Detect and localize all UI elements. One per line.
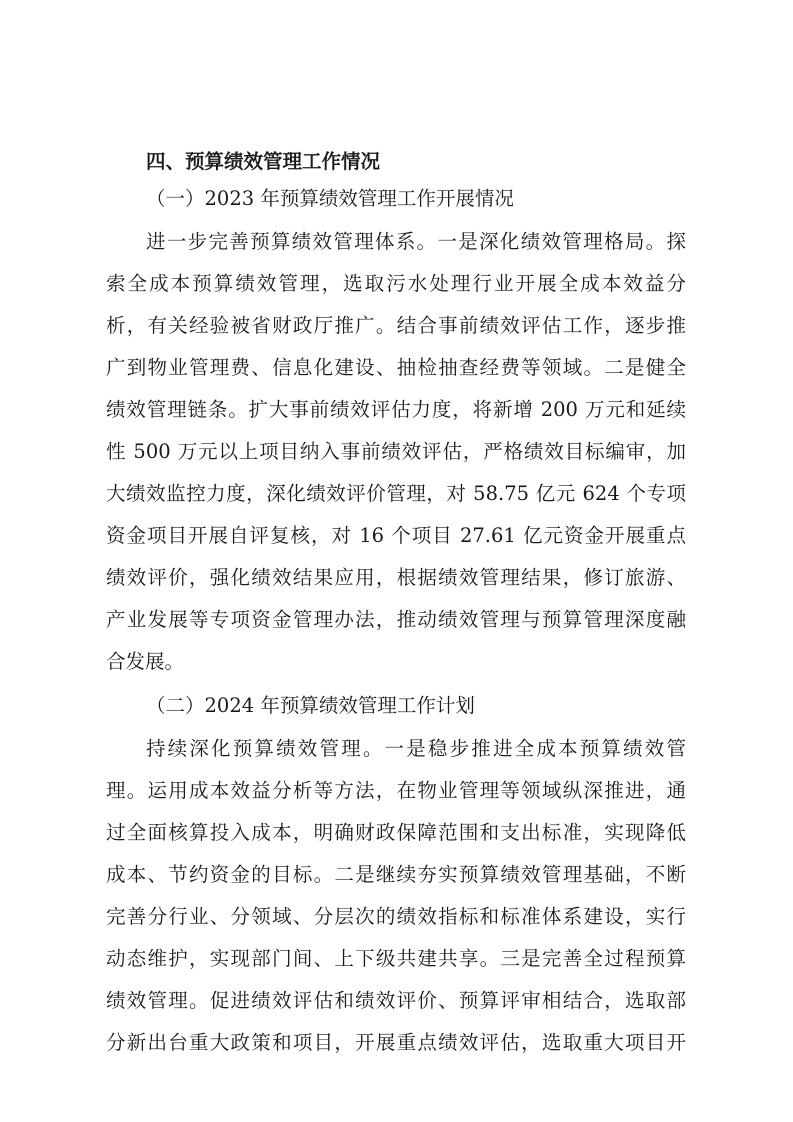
paragraph-line: 绩效评价，强化绩效结果应用，根据绩效管理结果，修订旅游、 (106, 566, 686, 589)
section-title: 四、预算绩效管理工作情况 (146, 150, 381, 173)
paragraph-line: 成本、节约资金的目标。二是继续夯实预算绩效管理基础，不断 (106, 863, 686, 886)
paragraph-line: 过全面核算投入成本，明确财政保障范围和支出标准，实现降低 (106, 821, 686, 844)
paragraph-line: 动态维护，实现部门间、上下级共建共享。三是完善全过程预算 (106, 947, 686, 970)
paragraph-line: 资金项目开展自评复核，对 16 个项目 27.61 亿元资金开展重点 (106, 524, 686, 547)
paragraph-line: 性 500 万元以上项目纳入事前绩效评估，严格绩效目标编审，加 (106, 440, 686, 463)
subsection-title-2024: （二）2024 年预算绩效管理工作计划 (146, 694, 475, 717)
paragraph-line: 产业发展等专项资金管理办法，推动绩效管理与预算管理深度融 (106, 608, 686, 631)
paragraph-line: 索全成本预算绩效管理，选取污水处理行业开展全成本效益分 (106, 272, 686, 295)
paragraph-line: 析，有关经验被省财政厅推广。结合事前绩效评估工作，逐步推 (106, 314, 686, 337)
paragraph-line: 合发展。 (106, 650, 185, 673)
subsection-title-2023: （一）2023 年预算绩效管理工作开展情况 (146, 187, 514, 210)
paragraph-line: 绩效管理。促进绩效评估和绩效评价、预算评审相结合，选取部 (106, 989, 686, 1012)
paragraph-line: 大绩效监控力度，深化绩效评价管理，对 58.75 亿元 624 个专项 (106, 482, 686, 505)
paragraph-line: 理。运用成本效益分析等方法，在物业管理等领域纵深推进，通 (106, 779, 686, 802)
paragraph-line: 进一步完善预算绩效管理体系。一是深化绩效管理格局。探 (146, 230, 686, 253)
paragraph-line: 持续深化预算绩效管理。一是稳步推进全成本预算绩效管 (146, 737, 686, 760)
paragraph-line: 分新出台重大政策和项目，开展重点绩效评估，选取重大项目开 (106, 1031, 686, 1054)
paragraph-line: 完善分行业、分领域、分层次的绩效指标和标准体系建设，实行 (106, 905, 686, 928)
paragraph-line: 广到物业管理费、信息化建设、抽检抽查经费等领域。二是健全 (106, 356, 686, 379)
paragraph-line: 绩效管理链条。扩大事前绩效评估力度，将新增 200 万元和延续 (106, 398, 686, 421)
